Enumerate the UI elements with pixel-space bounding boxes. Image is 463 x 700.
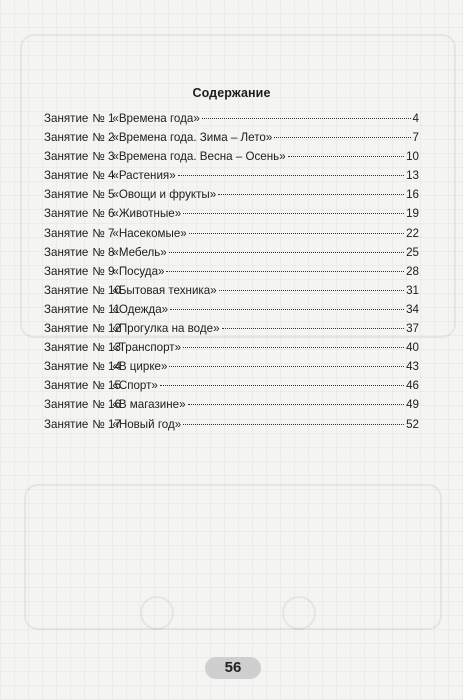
toc-entry-page: 10 [406,150,419,164]
toc-entry[interactable] [44,188,419,207]
toc-leader-dots [183,213,404,214]
toc-entry-number: № 11 [92,302,121,316]
toc-entry-page: 49 [406,398,419,412]
toc-entry-number: № 14 [92,360,121,374]
toc-entry-number: № 4 [92,169,115,183]
toc-entry[interactable] [44,207,419,226]
toc-leader-dots [222,328,405,329]
toc-entry-number: № 1 [92,112,115,125]
toc-entry[interactable] [44,246,419,265]
toc-entry-name: «Времена года. Весна – Осень» [112,150,286,164]
toc-entry-label: Занятие [44,398,89,412]
toc-entry[interactable] [44,169,419,188]
toc-entry-page: 46 [406,379,419,393]
toc-entry-page: 19 [406,207,419,221]
toc-entry-label: Занятие [44,169,89,183]
toc-entry-number: № 5 [92,188,115,202]
toc-leader-dots [274,137,410,138]
toc-entry-page: 4 [412,112,419,125]
toc-entry[interactable] [44,284,419,303]
toc-entry-number: № 15 [92,379,121,393]
toc-entry-number: № 12 [92,322,121,336]
toc-leader-dots [183,424,404,425]
toc-entry-label: Занятие [44,302,89,316]
toc-entry-name: «Мебель» [112,245,167,259]
toc-title: Содержание [192,86,271,100]
toc-entry-page: 25 [406,245,419,259]
toc-entry[interactable] [44,398,419,417]
toc-leader-dots [160,385,404,386]
toc-leader-dots [218,194,404,195]
toc-entry-page: 16 [406,188,419,202]
toc-entry-label: Занятие [44,264,89,278]
toc-entry[interactable] [44,341,419,360]
toc-entry[interactable] [44,227,419,246]
toc-entry-page: 7 [412,131,419,145]
toc-entry-label: Занятие [44,341,89,355]
toc-entry-name: «Растения» [112,169,176,183]
toc-entry-name: «Новый год» [112,417,182,431]
toc-entry-label: Занятие [44,188,89,202]
toc-entry-label: Занятие [44,417,89,431]
toc-entry-number: № 3 [92,150,115,164]
toc-entry[interactable] [44,131,419,150]
toc-entry-label: Занятие [44,207,89,221]
toc-entry-page: 37 [406,322,419,336]
toc-entry-label: Занятие [44,112,89,125]
toc-entry-page: 28 [406,264,419,278]
toc-entry-page: 13 [406,169,419,183]
toc-entry-number: № 6 [92,207,115,221]
toc-entry-label: Занятие [44,131,89,145]
toc-leader-dots [183,347,404,348]
table-of-contents [44,112,419,437]
toc-entry-label: Занятие [44,245,89,259]
toc-entry-name: «Времена года» [112,112,200,125]
toc-entry-number: № 8 [92,245,115,259]
toc-entry-number: № 17 [92,417,121,431]
toc-leader-dots [178,175,404,176]
bleed-through-box [24,484,442,630]
toc-entry-page: 52 [406,417,419,431]
toc-entry-page: 43 [406,360,419,374]
toc-entry-label: Занятие [44,226,89,240]
toc-entry-number: № 16 [92,398,121,412]
bleed-through-smiley [140,596,174,630]
toc-entry-number: № 13 [92,341,121,355]
toc-leader-dots [288,156,404,157]
toc-leader-dots [170,309,404,310]
toc-leader-dots [169,252,404,253]
toc-entry-label: Занятие [44,379,89,393]
toc-entry[interactable] [44,379,419,398]
toc-entry[interactable] [44,303,419,322]
toc-entry[interactable] [44,265,419,284]
toc-entry-number: № 10 [92,283,121,297]
toc-entry[interactable] [44,322,419,341]
toc-entry-label: Занятие [44,150,89,164]
toc-entry[interactable] [44,150,419,169]
bleed-through-smiley [282,596,316,630]
toc-entry-page: 40 [406,341,419,355]
toc-entry-name: «Бытовая техника» [112,283,217,297]
toc-entry-name: «Насекомые» [112,226,187,240]
toc-entry-number: № 9 [92,264,115,278]
toc-entry[interactable] [44,360,419,379]
toc-entry-name: «Прогулка на воде» [112,322,220,336]
toc-entry-name: «Посуда» [112,264,165,278]
toc-entry-page: 22 [406,226,419,240]
toc-entry-name: «Животные» [112,207,182,221]
toc-entry[interactable] [44,112,419,131]
toc-leader-dots [202,118,411,119]
toc-entry-page: 34 [406,302,419,316]
toc-entry[interactable] [44,418,419,437]
toc-entry-number: № 2 [92,131,115,145]
toc-entry-number: № 7 [92,226,115,240]
toc-leader-dots [189,233,404,234]
toc-entry-label: Занятие [44,360,89,374]
toc-leader-dots [169,366,404,367]
toc-entry-name: «В цирке» [112,360,168,374]
toc-leader-dots [166,271,404,272]
toc-entry-name: «Времена года. Зима – Лето» [112,131,273,145]
toc-entry-page: 31 [406,283,419,297]
toc-leader-dots [219,290,404,291]
toc-entry-name: «Овощи и фрукты» [112,188,217,202]
toc-entry-label: Занятие [44,322,89,336]
toc-entry-name: «Спорт» [112,379,158,393]
toc-entry-label: Занятие [44,283,89,297]
toc-entry-name: «В магазине» [112,398,186,412]
toc-leader-dots [188,404,405,405]
toc-entry-name: «Транспорт» [112,341,182,355]
toc-entry-name: «Одежда» [112,302,169,316]
page-number: 56 [205,657,261,679]
